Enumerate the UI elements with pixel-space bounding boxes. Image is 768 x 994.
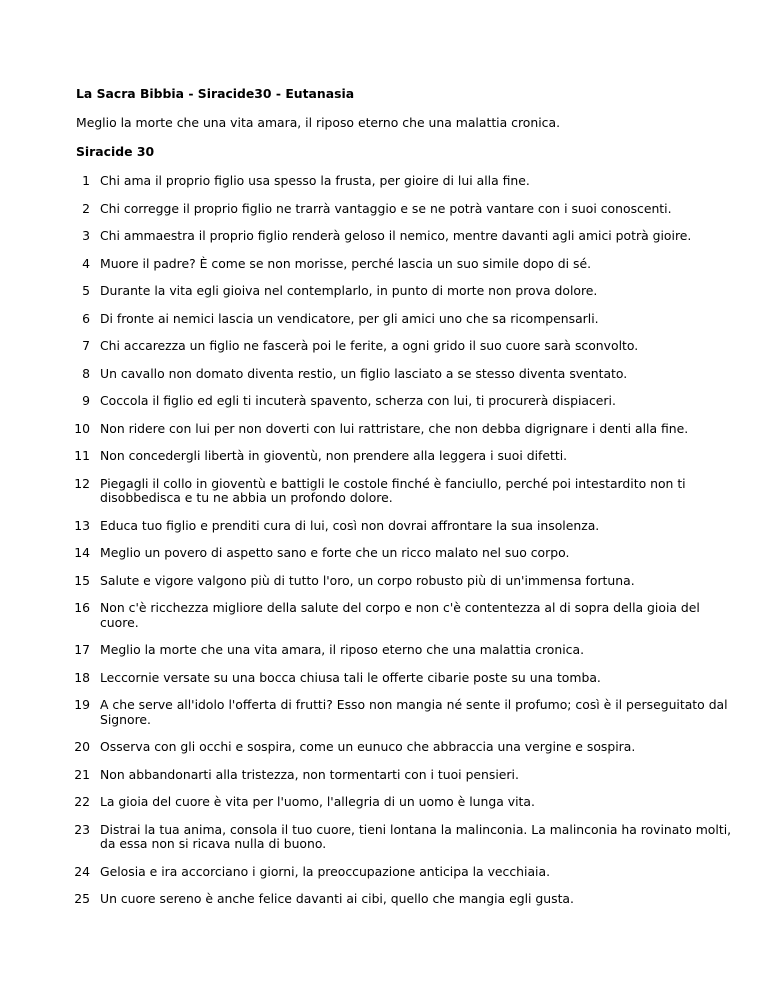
- verse-number: 3: [82, 228, 90, 243]
- verse-text: Un cavallo non domato diventa restio, un figlio lasciato a se stesso diventa sventato.: [100, 365, 628, 381]
- verse-item: [76, 519, 736, 534]
- verse-text: Salute e vigore valgono più di tutto l'oro, un corpo robusto più di un'immensa fortuna.: [100, 572, 635, 588]
- verse-number: 23: [74, 821, 90, 837]
- verse-text: Distrai la tua anima, consola il tuo cuore, tieni lontana la malinconia. La malinconia ha rovinato molti, da essa non si ricava nulla di buono.: [100, 821, 732, 851]
- verse-number: 11: [74, 448, 90, 463]
- verse-item: [76, 671, 736, 686]
- verse-text: Un cuore sereno è anche felice davanti ai cibi, quello che mangia egli gusta.: [100, 891, 574, 906]
- verse-list: [76, 174, 736, 907]
- intro-paragraph: Meglio la morte che una vita amara, il riposo eterno che una malattia cronica.: [76, 115, 561, 130]
- verse-number: 18: [74, 669, 90, 685]
- verse-item: [76, 698, 736, 727]
- verse-item: [76, 546, 736, 561]
- verse-number: 4: [82, 255, 90, 271]
- verse-text: Meglio la morte che una vita amara, il riposo eterno che una malattia cronica.: [100, 642, 585, 657]
- verse-number: 13: [74, 517, 90, 533]
- verse-number: 15: [74, 572, 90, 588]
- verse-item: [76, 865, 736, 880]
- verse-text: A che serve all'idolo l'offerta di frutti? Esso non mangia né sente il profumo; così è il perseguitato dal Signore.: [100, 697, 728, 727]
- verse-text: Meglio un povero di aspetto sano e forte che un ricco malato nel suo corpo.: [100, 545, 570, 560]
- verse-number: 14: [74, 545, 90, 560]
- verse-text: Muore il padre? È come se non morisse, perché lascia un suo simile dopo di sé.: [100, 255, 592, 271]
- verse-number: 10: [74, 420, 90, 436]
- verse-text: Educa tuo figlio e prenditi cura di lui, così non dovrai affrontare la sua insolenza.: [100, 517, 600, 533]
- verse-text: Osserva con gli occhi e sospira, come un eunuco che abbraccia una vergine e sospira.: [100, 739, 636, 754]
- verse-text: Piegagli il collo in gioventù e battigli le costole finché è fanciullo, perché poi intestardito non ti disobbedisca e tu ne abbia un profondo dolore.: [100, 475, 686, 505]
- verse-item: [76, 257, 736, 272]
- verse-text: Chi corregge il proprio figlio ne trarrà vantaggio e se ne potrà vantare con i suoi conoscenti.: [100, 200, 672, 216]
- verse-item: [76, 768, 736, 783]
- verse-number: 24: [74, 863, 90, 879]
- chapter-heading: Siracide 30: [76, 144, 155, 159]
- document-title: La Sacra Bibbia - Siracide30 - Eutanasia: [76, 86, 355, 101]
- verse-text: Durante la vita egli gioiva nel contemplarlo, in punto di morte non prova dolore.: [100, 283, 598, 298]
- verse-item: [76, 449, 736, 464]
- verse-item: [76, 367, 736, 382]
- verse-number: 21: [74, 766, 90, 782]
- verse-item: [76, 422, 736, 437]
- verse-item: [76, 229, 736, 244]
- verse-number: 22: [74, 794, 90, 809]
- verse-item: [76, 892, 736, 907]
- verse-item: [76, 823, 736, 852]
- verse-number: 17: [74, 642, 90, 657]
- document-page: [76, 86, 736, 920]
- verse-number: 20: [74, 739, 90, 754]
- verse-number: 1: [82, 173, 90, 188]
- verse-item: [76, 394, 736, 409]
- verse-item: [76, 477, 736, 506]
- verse-item: [76, 284, 736, 299]
- verse-number: 6: [82, 310, 90, 326]
- verse-item: [76, 574, 736, 589]
- verse-item: [76, 339, 736, 354]
- verse-text: Non c'è ricchezza migliore della salute del corpo e non c'è contentezza al di sopra della gioia del cuore.: [100, 600, 700, 630]
- verse-number: 9: [82, 393, 90, 408]
- verse-number: 12: [74, 475, 90, 491]
- verse-text: Non ridere con lui per non doverti con lui rattristare, che non debba digrignare i denti alla fine.: [100, 420, 689, 436]
- verse-number: 16: [74, 600, 90, 615]
- verse-text: Non abbandonarti alla tristezza, non tormentarti con i tuoi pensieri.: [100, 766, 519, 782]
- verse-text: Chi ama il proprio figlio usa spesso la frusta, per gioire di lui alla fine.: [100, 173, 530, 188]
- verse-text: Gelosia e ira accorciano i giorni, la preoccupazione anticipa la vecchiaia.: [100, 863, 551, 879]
- verse-number: 8: [82, 365, 90, 381]
- verse-text: Leccornie versate su una bocca chiusa tali le offerte cibarie poste su una tomba.: [100, 669, 601, 685]
- verse-number: 19: [74, 697, 90, 712]
- verse-text: Coccola il figlio ed egli ti incuterà spavento, scherza con lui, ti procurerà dispiaceri.: [100, 393, 616, 408]
- verse-text: Chi ammaestra il proprio figlio renderà geloso il nemico, mentre davanti agli amici potrà gioire.: [100, 228, 692, 243]
- verse-text: Chi accarezza un figlio ne fascerà poi le ferite, a ogni grido il suo cuore sarà sconvolto.: [100, 338, 639, 353]
- verse-item: [76, 740, 736, 755]
- verse-item: [76, 643, 736, 658]
- verse-item: [76, 312, 736, 327]
- verse-item: [76, 795, 736, 810]
- verse-number: 7: [82, 338, 90, 353]
- verse-text: Di fronte ai nemici lascia un vendicatore, per gli amici uno che sa ricompensarli.: [100, 310, 599, 326]
- verse-item: [76, 174, 736, 189]
- verse-number: 2: [82, 200, 90, 216]
- verse-number: 25: [74, 891, 90, 906]
- verse-text: Non concedergli libertà in gioventù, non prendere alla leggera i suoi difetti.: [100, 448, 568, 463]
- verse-item: [76, 601, 736, 630]
- verse-text: La gioia del cuore è vita per l'uomo, l'allegria di un uomo è lunga vita.: [100, 794, 535, 809]
- verse-number: 5: [82, 283, 90, 298]
- verse-item: [76, 202, 736, 217]
